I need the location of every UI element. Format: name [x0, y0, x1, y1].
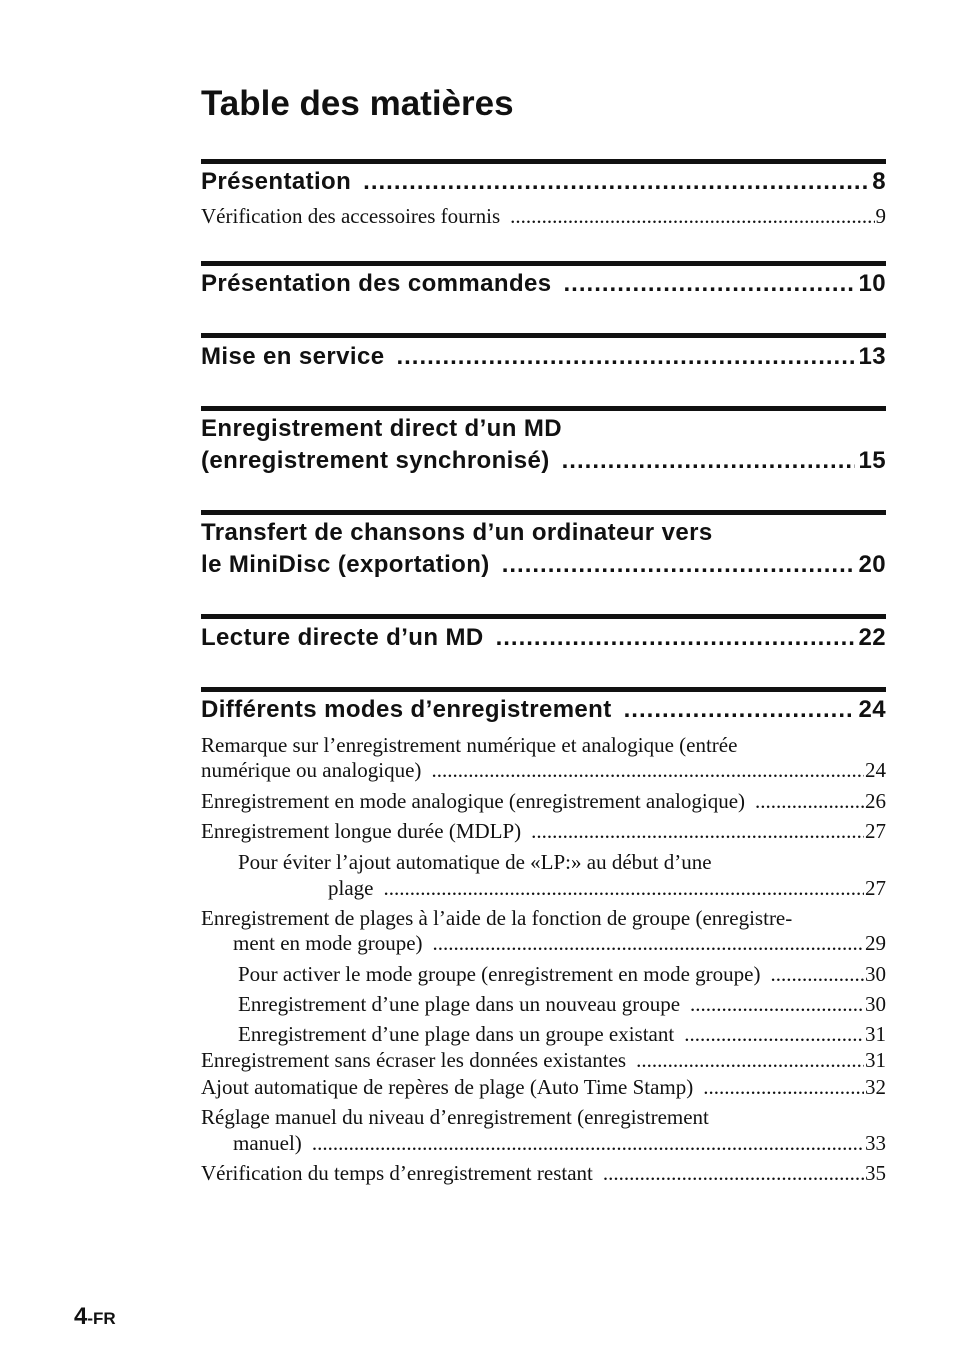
toc-subentry-label: Vérification du temps d’enregistrement restant — [201, 1161, 593, 1185]
leader-dots — [396, 343, 854, 371]
toc-page-number: 13 — [858, 343, 886, 370]
toc-entry-direct-recording[interactable] — [201, 447, 886, 475]
toc-page-number: 27 — [865, 819, 886, 843]
leader-dots — [703, 1075, 864, 1100]
toc-page-number: 8 — [872, 168, 886, 195]
footer-page-number: 4 — [74, 1303, 88, 1330]
toc-subentry-label: Enregistrement en mode analogique (enregistrement analogique) — [201, 789, 746, 813]
toc-subentry-label: Enregistrement d’une plage dans un groupe existant — [238, 1022, 675, 1046]
section-rule — [201, 261, 886, 266]
leader-dots — [636, 1048, 864, 1073]
leader-dots — [755, 789, 864, 814]
toc-subentry[interactable] — [238, 992, 886, 1017]
toc-subentry-line: Réglage manuel du niveau d’enregistrement (enregistrement — [201, 1105, 709, 1129]
toc-page-number: 15 — [858, 447, 886, 474]
toc-subentry[interactable] — [201, 1048, 886, 1073]
toc-subentry-line: Pour éviter l’ajout automatique de «LP:» au début d’une — [238, 850, 712, 874]
toc-page-number: 26 — [865, 789, 886, 813]
toc-subentry-line: Remarque sur l’enregistrement numérique et analogique (entrée — [201, 733, 738, 757]
toc-page-number: 9 — [875, 204, 886, 228]
toc-subentry[interactable] — [201, 789, 886, 814]
toc-subentry-label: ment en mode groupe) — [233, 931, 423, 955]
footer-language-suffix: -FR — [87, 1309, 116, 1328]
toc-subentry[interactable] — [201, 819, 886, 844]
toc-page-number: 20 — [858, 551, 886, 578]
leader-dots — [496, 624, 855, 652]
toc-entry-label: Présentation des commandes — [201, 270, 552, 297]
toc-entry-setup[interactable] — [201, 343, 886, 371]
toc-entry-label: Mise en service — [201, 343, 385, 370]
toc-page-number: 29 — [865, 931, 886, 955]
toc-subentry[interactable] — [238, 962, 886, 987]
leader-dots — [531, 819, 864, 844]
toc-entry-export[interactable] — [201, 551, 886, 579]
leader-dots — [502, 551, 855, 579]
leader-dots — [624, 696, 855, 724]
section-rule — [201, 614, 886, 619]
toc-page-number: 31 — [865, 1048, 886, 1072]
toc-entry-recording-modes[interactable] — [201, 696, 886, 724]
section-rule — [201, 406, 886, 411]
toc-subentry[interactable] — [201, 758, 886, 783]
toc-page-number: 30 — [865, 962, 886, 986]
leader-dots — [363, 168, 868, 196]
toc-entry-label: Présentation — [201, 168, 352, 195]
leader-dots — [603, 1161, 864, 1186]
toc-page-number: 33 — [865, 1131, 886, 1155]
toc-page-number: 27 — [865, 876, 886, 900]
leader-dots — [431, 758, 864, 783]
toc-page-number: 35 — [865, 1161, 886, 1185]
toc-page-number: 24 — [858, 696, 886, 723]
leader-dots — [770, 962, 864, 987]
toc-entry-line: Transfert de chansons d’un ordinateur vers — [201, 519, 713, 546]
toc-entry-label: Lecture directe d’un MD — [201, 624, 484, 651]
section-rule — [201, 159, 886, 164]
toc-subentry-line: Enregistrement de plages à l’aide de la fonction de groupe (enregistre- — [201, 906, 793, 930]
leader-dots — [690, 992, 864, 1017]
leader-dots — [684, 1022, 864, 1047]
toc-entry-label: Différents modes d’enregistrement — [201, 696, 612, 723]
toc-page-number: 10 — [858, 270, 886, 297]
toc-subentry-label: plage — [328, 876, 374, 900]
toc-subentry[interactable] — [238, 1022, 886, 1047]
toc-subentry[interactable] — [201, 1161, 886, 1186]
toc-entry-presentation[interactable] — [201, 168, 886, 196]
section-rule — [201, 510, 886, 515]
toc-subentry-label: Enregistrement d’une plage dans un nouveau groupe — [238, 992, 681, 1016]
toc-subentry[interactable] — [201, 204, 886, 229]
toc-subentry-label: Vérification des accessoires fournis — [201, 204, 501, 228]
toc-page-number: 22 — [858, 624, 886, 651]
leader-dots — [312, 1131, 864, 1156]
toc-subentry[interactable] — [233, 1131, 886, 1156]
leader-dots — [564, 270, 855, 298]
toc-entry-playback[interactable] — [201, 624, 886, 652]
toc-subentry[interactable] — [233, 931, 886, 956]
toc-subentry[interactable] — [328, 876, 886, 901]
toc-subentry-label: manuel) — [233, 1131, 302, 1155]
toc-entry-commands[interactable] — [201, 270, 886, 298]
section-rule — [201, 687, 886, 692]
toc-subentry[interactable] — [201, 1075, 886, 1100]
leader-dots — [510, 204, 874, 229]
toc-entry-line: Enregistrement direct d’un MD — [201, 415, 562, 442]
section-rule — [201, 333, 886, 338]
toc-subentry-label: Enregistrement longue durée (MDLP) — [201, 819, 522, 843]
leader-dots — [433, 931, 864, 956]
toc-entry-label: le MiniDisc (exportation) — [201, 551, 490, 578]
toc-page-number: 31 — [865, 1022, 886, 1046]
toc-page-number: 24 — [865, 758, 886, 782]
toc-subentry-label: numérique ou analogique) — [201, 758, 422, 782]
toc-entry-label: (enregistrement synchronisé) — [201, 447, 550, 474]
leader-dots — [383, 876, 864, 901]
page-title: Table des matières — [201, 84, 514, 123]
toc-page-number: 30 — [865, 992, 886, 1016]
toc-subentry-label: Enregistrement sans écraser les données existantes — [201, 1048, 627, 1072]
toc-page-number: 32 — [865, 1075, 886, 1099]
page-footer — [74, 1303, 116, 1331]
toc-subentry-label: Pour activer le mode groupe (enregistrement en mode groupe) — [238, 962, 761, 986]
toc-subentry-label: Ajout automatique de repères de plage (Auto Time Stamp) — [201, 1075, 694, 1099]
leader-dots — [562, 447, 855, 475]
